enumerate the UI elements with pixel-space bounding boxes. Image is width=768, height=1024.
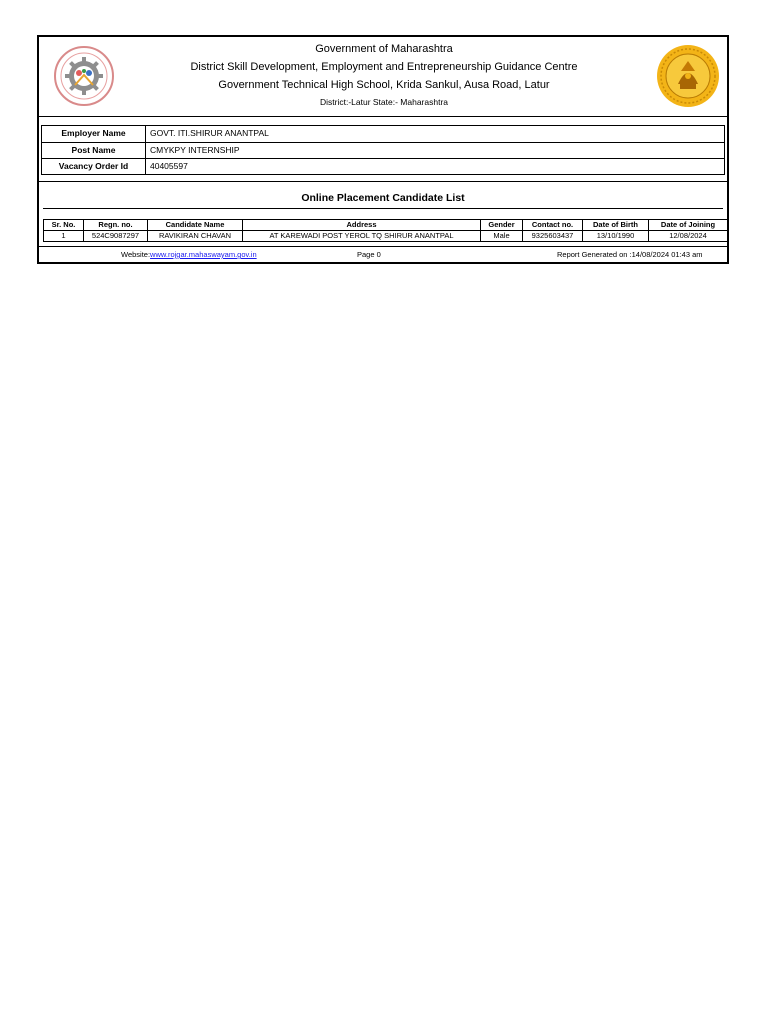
report-generated: Report Generated on :14/08/2024 01:43 am [557, 250, 703, 259]
candidate-table [43, 219, 728, 242]
cell-regn-no: 524C9087297 [84, 231, 148, 242]
header-line-district: District:-Latur State:- Maharashtra [319, 97, 448, 107]
report-header [39, 37, 727, 117]
header-line-centre: District Skill Development, Employment and Entrepreneurship Guidance Centre [190, 61, 578, 73]
column-header: Date of Birth [583, 220, 649, 231]
cell-doj: 12/08/2024 [649, 231, 728, 242]
column-header: Sr. No. [44, 220, 84, 231]
column-header: Candidate Name [148, 220, 243, 231]
post-value: CMYKPY INTERNSHIP [150, 145, 240, 155]
cell-sr-no: 1 [44, 231, 84, 242]
cell-candidate-name: RAVIKIRAN CHAVAN [148, 231, 243, 242]
vacancy-label: Vacancy Order Id [42, 159, 146, 175]
vacancy-info-table [41, 125, 725, 175]
vacancy-row [42, 158, 724, 175]
table-row [44, 231, 728, 242]
cell-gender: Male [481, 231, 523, 242]
column-header: Regn. no. [84, 220, 148, 231]
header-line-government: Government of Maharashtra [315, 43, 453, 55]
vacancy-value: 40405597 [150, 161, 188, 171]
list-title: Online Placement Candidate List [301, 192, 465, 204]
column-header: Address [243, 220, 481, 231]
employer-row [42, 126, 724, 142]
table-header-row [44, 220, 728, 231]
website-link[interactable]: www.rojgar.mahaswayam.gov.in [150, 250, 257, 259]
employer-label: Employer Name [42, 126, 146, 142]
post-row [42, 142, 724, 159]
employer-value: GOVT. ITI.SHIRUR ANANTPAL [150, 128, 269, 138]
cell-contact: 9325603437 [523, 231, 583, 242]
cell-address: AT KAREWADI POST YEROL TQ SHIRUR ANANTPAL [243, 231, 481, 242]
maharashtra-state-seal-icon [656, 44, 720, 108]
column-header: Date of Joining [649, 220, 728, 231]
column-header: Gender [481, 220, 523, 231]
report-sheet [37, 35, 729, 264]
section-divider [39, 181, 727, 182]
header-line-address: Government Technical High School, Krida Sankul, Ausa Road, Latur [218, 79, 550, 91]
report-footer [39, 246, 727, 263]
cell-dob: 13/10/1990 [583, 231, 649, 242]
website-info [121, 250, 257, 259]
skill-development-emblem-icon [53, 45, 115, 107]
website-label: Website: [121, 250, 151, 259]
post-label: Post Name [42, 143, 146, 159]
title-underline [43, 208, 723, 209]
page-number: Page 0 [357, 250, 381, 259]
column-header: Contact no. [523, 220, 583, 231]
